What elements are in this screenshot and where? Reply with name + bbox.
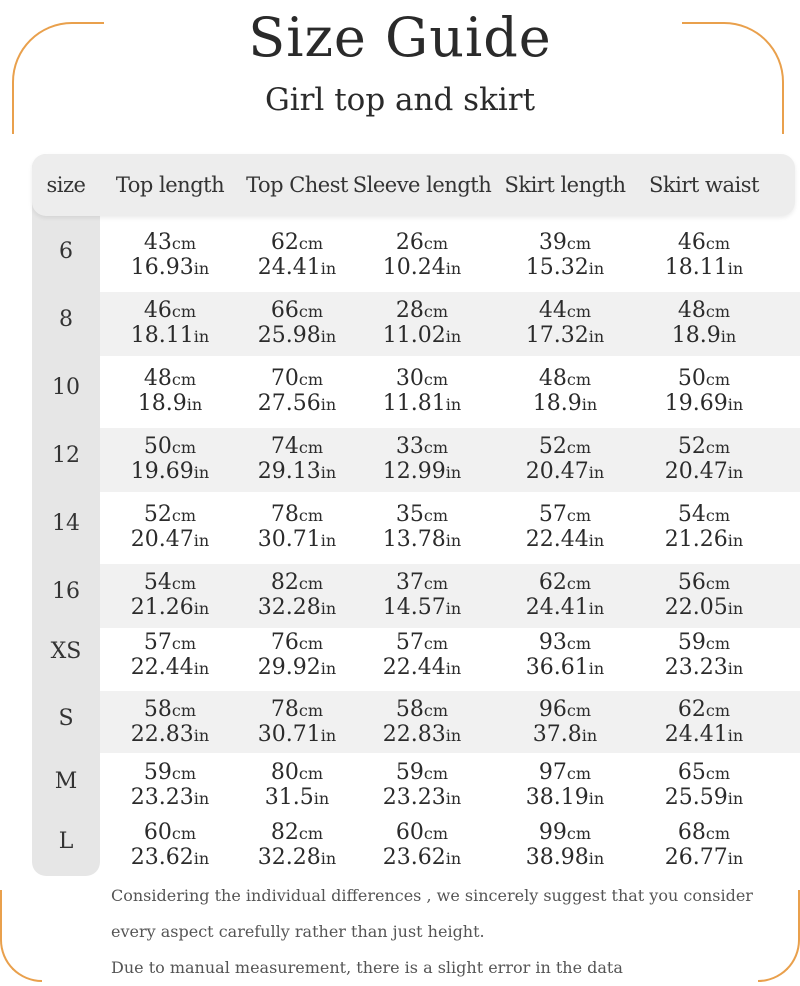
value-cm: 68cm xyxy=(677,820,731,845)
header-top-chest: Top Chest xyxy=(246,173,348,197)
value-in: 19.69in xyxy=(664,391,744,416)
value-cm: 96cm xyxy=(538,697,592,722)
measurement-cell xyxy=(352,367,492,417)
value-in: 24.41in xyxy=(525,595,605,620)
measurement-cell xyxy=(352,299,492,349)
value-in: 13.78in xyxy=(382,527,462,552)
value-in: 22.83in xyxy=(382,722,462,747)
value-cm: 57cm xyxy=(538,502,592,527)
size-label: XS xyxy=(50,639,82,664)
value-cm: 50cm xyxy=(677,366,731,391)
value-in: 15.32in xyxy=(525,255,605,280)
measurement-cell xyxy=(100,435,240,485)
value-in: 22.05in xyxy=(664,595,744,620)
size-label: 8 xyxy=(59,307,73,332)
value-cm: 62cm xyxy=(270,230,324,255)
measurement-cell xyxy=(227,299,367,349)
measurement-cell xyxy=(352,698,492,748)
header-skirt-length: Skirt length xyxy=(504,173,626,197)
value-cm: 48cm xyxy=(677,298,731,323)
measurement-cell xyxy=(634,503,774,553)
measurement-cell xyxy=(352,503,492,553)
measurement-cell xyxy=(495,761,635,811)
measurement-cell xyxy=(634,821,774,871)
value-in: 24.41in xyxy=(664,722,744,747)
value-in: 18.9in xyxy=(137,391,203,416)
value-in: 30.71in xyxy=(257,527,337,552)
value-in: 10.24in xyxy=(382,255,462,280)
measurement-cell xyxy=(495,435,635,485)
size-label: 14 xyxy=(52,511,80,536)
value-cm: 28cm xyxy=(395,298,449,323)
measurement-cell xyxy=(634,231,774,281)
value-in: 18.11in xyxy=(130,323,210,348)
value-cm: 78cm xyxy=(270,697,324,722)
value-cm: 97cm xyxy=(538,760,592,785)
size-label: S xyxy=(58,706,74,731)
value-in: 32.28in xyxy=(257,845,337,870)
measurement-cell xyxy=(100,503,240,553)
measurement-cell xyxy=(634,761,774,811)
size-label: 6 xyxy=(59,239,73,264)
value-cm: 59cm xyxy=(143,760,197,785)
measurement-cell xyxy=(495,367,635,417)
value-in: 23.62in xyxy=(382,845,462,870)
value-in: 25.98in xyxy=(257,323,337,348)
value-in: 32.28in xyxy=(257,595,337,620)
measurement-cell xyxy=(100,698,240,748)
value-cm: 66cm xyxy=(270,298,324,323)
value-cm: 39cm xyxy=(538,230,592,255)
value-cm: 33cm xyxy=(395,434,449,459)
value-cm: 74cm xyxy=(270,434,324,459)
value-in: 22.44in xyxy=(382,655,462,680)
value-cm: 93cm xyxy=(538,630,592,655)
size-label: L xyxy=(58,829,74,854)
measurement-cell xyxy=(227,821,367,871)
value-cm: 59cm xyxy=(677,630,731,655)
measurement-cell xyxy=(100,571,240,621)
value-cm: 60cm xyxy=(143,820,197,845)
value-in: 20.47in xyxy=(130,527,210,552)
value-in: 17.32in xyxy=(525,323,605,348)
value-in: 27.56in xyxy=(257,391,337,416)
value-cm: 82cm xyxy=(270,570,324,595)
measurement-cell xyxy=(634,698,774,748)
value-in: 21.26in xyxy=(130,595,210,620)
note-line: Due to manual measurement, there is a slight error in the data xyxy=(111,958,623,977)
value-cm: 54cm xyxy=(143,570,197,595)
value-cm: 58cm xyxy=(143,697,197,722)
value-in: 29.92in xyxy=(257,655,337,680)
value-cm: 52cm xyxy=(143,502,197,527)
value-cm: 46cm xyxy=(677,230,731,255)
value-cm: 82cm xyxy=(270,820,324,845)
size-label: 10 xyxy=(52,375,80,400)
value-in: 16.93in xyxy=(130,255,210,280)
header-sleeve-length: Sleeve length xyxy=(352,173,492,197)
value-cm: 26cm xyxy=(395,230,449,255)
value-in: 37.8in xyxy=(532,722,598,747)
measurement-cell xyxy=(227,698,367,748)
value-in: 22.44in xyxy=(130,655,210,680)
measurement-cell xyxy=(352,631,492,681)
measurement-cell xyxy=(495,821,635,871)
measurement-cell xyxy=(100,231,240,281)
measurement-cell xyxy=(352,761,492,811)
value-cm: 57cm xyxy=(143,630,197,655)
measurement-cell xyxy=(495,231,635,281)
measurement-cell xyxy=(495,698,635,748)
value-in: 38.98in xyxy=(525,845,605,870)
value-in: 23.23in xyxy=(664,655,744,680)
value-cm: 46cm xyxy=(143,298,197,323)
value-cm: 30cm xyxy=(395,366,449,391)
value-cm: 56cm xyxy=(677,570,731,595)
value-in: 18.11in xyxy=(664,255,744,280)
note-line: Considering the individual differences , we sincerely suggest that you consider xyxy=(111,886,753,905)
measurement-cell xyxy=(634,571,774,621)
value-cm: 44cm xyxy=(538,298,592,323)
size-label: 12 xyxy=(52,443,80,468)
value-in: 12.99in xyxy=(382,459,462,484)
measurement-cell xyxy=(100,761,240,811)
measurement-cell xyxy=(227,435,367,485)
measurement-cell xyxy=(100,821,240,871)
measurement-cell xyxy=(227,503,367,553)
frame-corner-bottom-right xyxy=(758,890,800,982)
value-cm: 78cm xyxy=(270,502,324,527)
value-cm: 48cm xyxy=(143,366,197,391)
measurement-cell xyxy=(227,761,367,811)
value-in: 26.77in xyxy=(664,845,744,870)
value-cm: 43cm xyxy=(143,230,197,255)
header-size: size xyxy=(46,173,86,197)
value-cm: 52cm xyxy=(538,434,592,459)
value-cm: 62cm xyxy=(538,570,592,595)
measurement-cell xyxy=(352,571,492,621)
value-cm: 80cm xyxy=(270,760,324,785)
value-in: 36.61in xyxy=(525,655,605,680)
value-in: 38.19in xyxy=(525,785,605,810)
measurement-cell xyxy=(495,299,635,349)
value-cm: 54cm xyxy=(677,502,731,527)
page-title: Size Guide xyxy=(248,6,552,69)
value-cm: 57cm xyxy=(395,630,449,655)
measurement-cell xyxy=(100,299,240,349)
value-cm: 70cm xyxy=(270,366,324,391)
measurement-cell xyxy=(634,435,774,485)
value-in: 23.62in xyxy=(130,845,210,870)
value-in: 20.47in xyxy=(525,459,605,484)
value-in: 18.9in xyxy=(671,323,737,348)
measurement-cell xyxy=(100,631,240,681)
value-cm: 65cm xyxy=(677,760,731,785)
measurement-cell xyxy=(100,367,240,417)
value-in: 11.81in xyxy=(382,391,462,416)
value-cm: 59cm xyxy=(395,760,449,785)
measurement-cell xyxy=(495,571,635,621)
note-line: every aspect carefully rather than just height. xyxy=(111,922,485,941)
value-cm: 76cm xyxy=(270,630,324,655)
value-in: 29.13in xyxy=(257,459,337,484)
value-in: 23.23in xyxy=(130,785,210,810)
size-label: M xyxy=(54,769,78,794)
measurement-cell xyxy=(634,631,774,681)
measurement-cell xyxy=(634,299,774,349)
header-top-length: Top length xyxy=(115,173,225,197)
header-skirt-waist: Skirt waist xyxy=(649,173,759,197)
measurement-cell xyxy=(352,231,492,281)
value-in: 19.69in xyxy=(130,459,210,484)
value-cm: 35cm xyxy=(395,502,449,527)
value-in: 24.41in xyxy=(257,255,337,280)
measurement-cell xyxy=(495,503,635,553)
value-in: 21.26in xyxy=(664,527,744,552)
value-in: 20.47in xyxy=(664,459,744,484)
value-in: 22.44in xyxy=(525,527,605,552)
value-cm: 50cm xyxy=(143,434,197,459)
value-in: 25.59in xyxy=(664,785,744,810)
value-cm: 37cm xyxy=(395,570,449,595)
value-in: 31.5in xyxy=(264,785,330,810)
value-cm: 60cm xyxy=(395,820,449,845)
measurement-cell xyxy=(352,821,492,871)
value-in: 14.57in xyxy=(382,595,462,620)
measurement-cell xyxy=(227,367,367,417)
measurement-cell xyxy=(227,631,367,681)
measurement-cell xyxy=(634,367,774,417)
value-cm: 52cm xyxy=(677,434,731,459)
size-label: 16 xyxy=(52,579,80,604)
value-in: 23.23in xyxy=(382,785,462,810)
page-subtitle: Girl top and skirt xyxy=(264,82,536,118)
value-in: 18.9in xyxy=(532,391,598,416)
value-in: 22.83in xyxy=(130,722,210,747)
frame-corner-bottom-left xyxy=(0,890,42,982)
value-cm: 62cm xyxy=(677,697,731,722)
value-cm: 99cm xyxy=(538,820,592,845)
measurement-cell xyxy=(227,571,367,621)
value-in: 11.02in xyxy=(382,323,462,348)
value-cm: 58cm xyxy=(395,697,449,722)
value-cm: 48cm xyxy=(538,366,592,391)
value-in: 30.71in xyxy=(257,722,337,747)
measurement-cell xyxy=(495,631,635,681)
measurement-cell xyxy=(352,435,492,485)
measurement-cell xyxy=(227,231,367,281)
